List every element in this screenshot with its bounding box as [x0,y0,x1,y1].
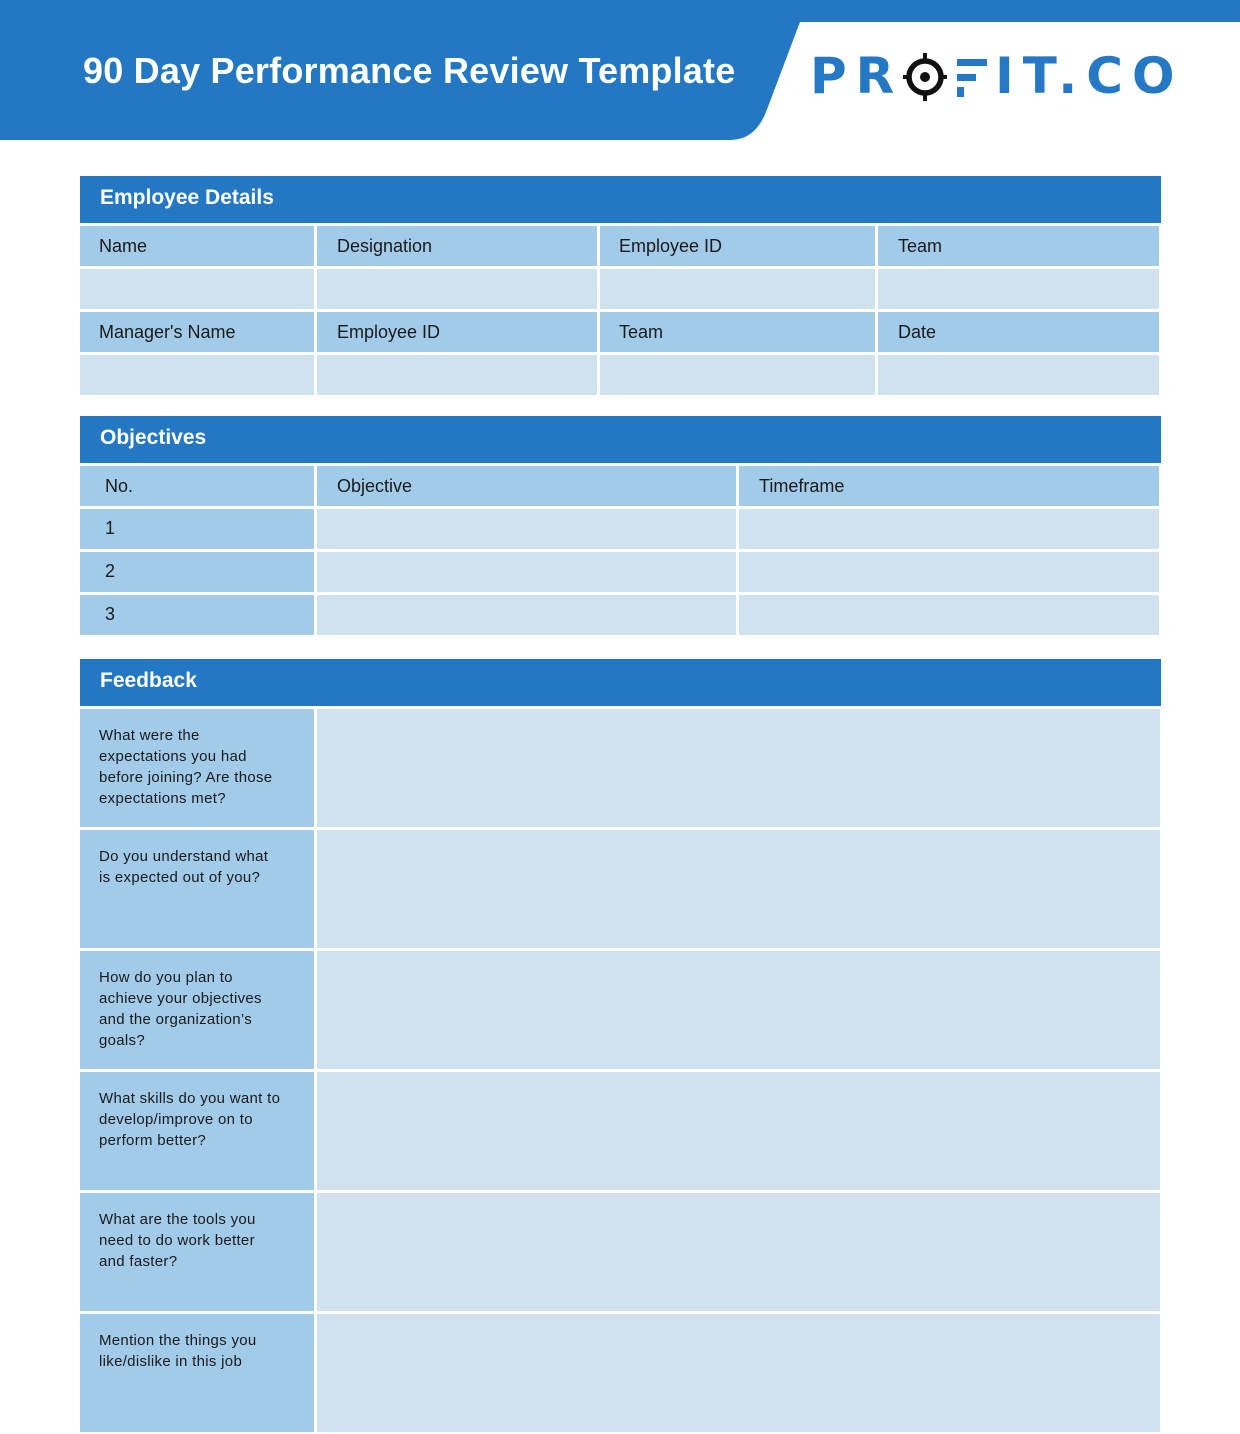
objective-field[interactable] [317,509,736,549]
feedback-table [80,709,1161,1432]
employee-details-heading: Employee Details [80,176,1161,223]
stylized-f-icon [955,51,989,105]
feedback-question: What are the tools you need to do work better and faster? [80,1193,314,1311]
team-field[interactable] [878,269,1159,309]
page-title: 90 Day Performance Review Template [83,50,736,91]
objectives-table [80,466,1161,635]
date-label: Date [878,312,1159,352]
objective-row-number: 2 [80,552,314,592]
logo-text-left: PR [810,47,904,105]
name-field[interactable] [80,269,314,309]
feedback-answer-field[interactable] [317,1314,1160,1432]
objective-column-header: Objective [317,466,736,506]
date-field[interactable] [878,355,1159,395]
profit-co-logo [810,49,1183,103]
employee-id-field[interactable] [600,269,875,309]
objective-row-number: 1 [80,509,314,549]
manager-employee-id-field[interactable] [317,355,597,395]
employee-id-label: Employee ID [600,226,875,266]
number-column-header: No. [80,466,314,506]
feedback-question: Mention the things you like/dislike in this job [80,1314,314,1432]
team-label: Team [878,226,1159,266]
manager-employee-id-label: Employee ID [317,312,597,352]
timeframe-field[interactable] [739,509,1159,549]
manager-team-label: Team [600,312,875,352]
objective-field[interactable] [317,595,736,635]
crosshair-target-icon [903,50,947,104]
feedback-heading: Feedback [80,659,1161,706]
feedback-answer-field[interactable] [317,1193,1160,1311]
feedback-section [80,659,1161,1432]
name-label: Name [80,226,314,266]
managers-name-label: Manager's Name [80,312,314,352]
timeframe-field[interactable] [739,552,1159,592]
manager-team-field[interactable] [600,355,875,395]
objective-field[interactable] [317,552,736,592]
feedback-question: What skills do you want to develop/improve on to perform better? [80,1072,314,1190]
logo-text-right: IT.CO [995,47,1184,105]
designation-label: Designation [317,226,597,266]
objective-row-number: 3 [80,595,314,635]
feedback-answer-field[interactable] [317,951,1160,1069]
objectives-heading: Objectives [80,416,1161,463]
designation-field[interactable] [317,269,597,309]
feedback-question: What were the expectations you had before joining? Are those expectations met? [80,709,314,827]
timeframe-column-header: Timeframe [739,466,1159,506]
employee-details-table [80,226,1161,395]
feedback-question: Do you understand what is expected out of you? [80,830,314,948]
feedback-question: How do you plan to achieve your objectives and the organization’s goals? [80,951,314,1069]
feedback-answer-field[interactable] [317,830,1160,948]
objectives-section [80,416,1161,635]
employee-details-section [80,176,1161,395]
feedback-answer-field[interactable] [317,1072,1160,1190]
managers-name-field[interactable] [80,355,314,395]
timeframe-field[interactable] [739,595,1159,635]
feedback-answer-field[interactable] [317,709,1160,827]
